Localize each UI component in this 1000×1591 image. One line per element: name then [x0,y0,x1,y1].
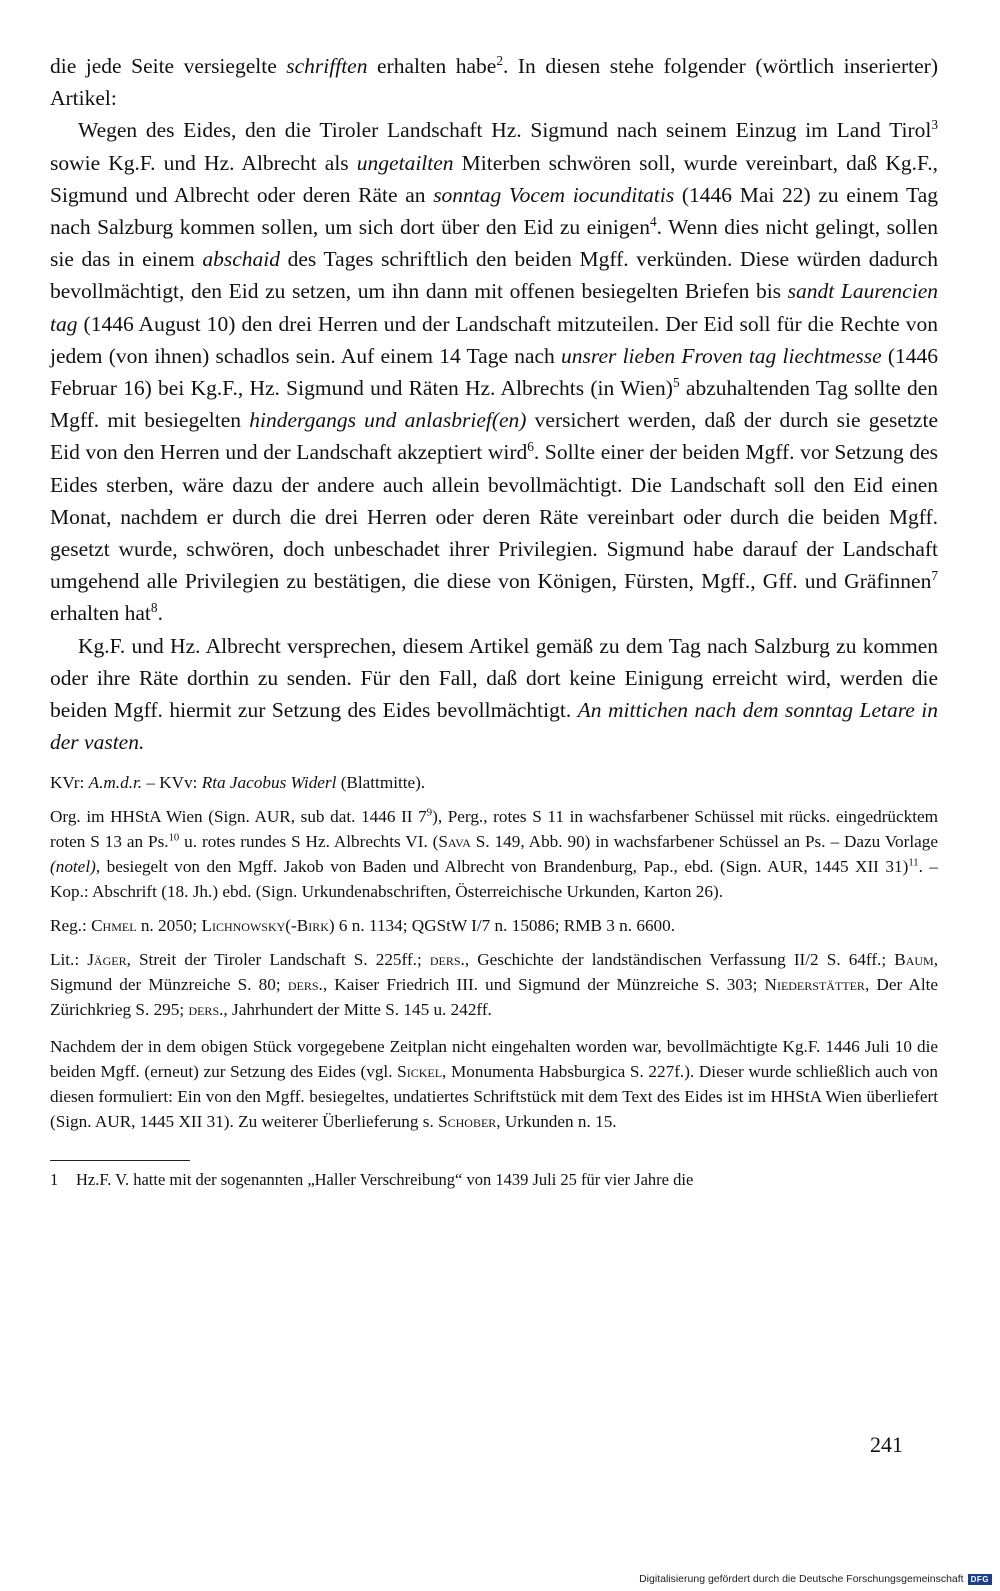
kv-line: KVr: A.m.d.r. – KVv: Rta Jacobus Widerl (Blattmitte). [50,773,426,793]
original-description: Org. im HHStA Wien (Sign. AUR, sub dat. 1446 II $7^9$), Perg., rotes S 11 in wachsfarbener Schüssel mit rücks. eingedrücktem roten S 13 an Ps.$^{10}$ u. rotes rundes S Hz. Albrechts VI. (Sava S. 149, Abb. 90) in wachsfarbener Schüssel an Ps. – Dazu Vorlage (notel), besiegelt von den Mgff. Jakob von Baden und Albrecht von Brandenburg, Pap., ebd. (Sign. AUR, 1445 XII 31)$^{11}$. – Kop.: Abschrift (18. Jh.) ebd. (Sign. Urkundenabschriften, Österreichische Urkunden, Karton 26). [50,807,939,902]
dfg-logo-icon: DFG [968,1574,992,1585]
footnote-ref: 8 [150,600,158,616]
footnote-ref: 3 [931,117,938,133]
footnote-divider [50,1160,190,1161]
main-text [50,50,938,758]
page-number: 241 [870,1432,903,1457]
footnote-ref: 6 [527,439,534,455]
paragraph-2: Wegen des Eides, den die Tiroler Landschaft Hz. Sigmund nach seinem Einzug im Land Tirol$^3$ sowie Kg.F. und Hz. Albrecht als ungetailten Miterben schwören soll, wurde vereinbart, daß Kg.F., Sigmund und Albrecht oder deren Räte an sonntag Vocem iocunditatis (1446 Mai 22) zu einem Tag nach Salzburg kommen sollen, um sich dort über den Eid zu einigen$^4$. Wenn dies nicht gelingt, sollen sie das in einem abschaid des Tages schriftlich den beiden Mgff. verkünden. Diese würden dadurch bevollmächtigt, den Eid zu setzen, um ihn dann mit offenen besiegelten Briefen bis sandt Laurencien tag (1446 August 10) den drei Herren und der Landschaft mitzuteilen. Der Eid soll für die Rechte von jedem (von ihnen) schadlos sein. Auf einem 14 Tage nach unsrer lieben Froven tag liechtmesse (1446 Februar 16) bei Kg.F., Hz. Sigmund und Räten Hz. Albrechts (in Wien)$^5$ abzuhaltenden Tag sollte den Mgff. mit besiegelten hindergangs und anlasbrief(en) versichert werden, daß der durch sie gesetzte Eid von den Herren und der Landschaft akzeptiert wird$^6$. Sollte einer der beiden Mgff. vor Setzung des Eides sterben, wäre dazu der andere auch allein bevollmächtigt. Die Landschaft soll den Eid einen Monat, nachdem er durch die drei Herren oder deren Räte vereinbart oder durch die beiden Mgff. gesetzt wurde, schwören, doch unbeschadet ihrer Privilegien. Sigmund habe darauf der Landschaft umgehend alle Privilegien zu bestätigen, die diese von Königen, Fürsten, Mgff., Gff. und Gräfinnen$^7$ erhalten hat$^8$. [50,117,938,626]
literature-line: Lit.: Jäger, Streit der Tiroler Landschaft S. 225ff.; ders., Geschichte der landständischen Verfassung II/2 S. 64ff.; Baum, Sigmund der Münzreiche S. 80; ders., Kaiser Friedrich III. und Sigmund der Münzreiche S. 303; Niederstätter, Der Alte Zürichkrieg S. 295; ders., Jahrhundert der Mitte S. 145 u. 242ff. [50,950,938,1020]
footnote-ref: 2 [496,52,503,68]
page-content [50,50,938,1191]
footnote-1: 1 Hz.F. V. hatte mit der sogenannten „Haller Verschreibung“ von 1439 Juli 25 für vier Jahre die [50,1170,694,1190]
paragraph-3: Kg.F. und Hz. Albrecht versprechen, diesem Artikel gemäß zu dem Tag nach Salzburg zu kommen oder ihre Räte dorthin zu senden. Für den Fall, daß dort keine Einigung erreicht wird, werden die beiden Mgff. hiermit zur Setzung des Eides bevollmächtigt. An mittichen nach dem sonntag Letare in der vasten. [50,633,938,755]
footnote-ref: 7 [931,568,938,584]
footnote-ref: 10 [168,832,180,844]
paragraph-1: die jede Seite versiegelte schrifften erhalten habe$^2$. In diesen stehe folgender (wörtlich inserierter) Artikel: [50,52,938,111]
footnote-ref: 11 [908,857,919,869]
dfg-credit-text: Digitalisierung gefördert durch die Deutsche Forschungsgemeinschaft [639,1573,964,1585]
dfg-credit [639,1573,992,1585]
footnote-ref: 9 [426,807,433,819]
footnote-ref: 4 [649,213,657,229]
footnote-ref: 5 [672,374,680,390]
critical-apparatus [50,770,938,1134]
regesta-line: Reg.: Chmel n. 2050; Lichnowsky(-Birk) 6 n. 1134; QGStW I/7 n. 15086; RMB 3 n. 6600. [50,916,676,936]
commentary-note: Nachdem der in dem obigen Stück vorgegebene Zeitplan nicht eingehalten worden war, bevollmächtigte Kg.F. 1446 Juli 10 die beiden Mgff. (erneut) zur Setzung des Eides (vgl. Sickel, Monumenta Habsburgica S. 227f.). Dieser wurde schließlich auch von diesen formuliert: Ein von den Mgff. besiegeltes, undatiertes Schriftstück mit dem Text des Eides ist im HHStA Wien überliefert (Sign. AUR, 1445 XII 31). Zu weiterer Überlieferung s. Schober, Urkunden n. 15. [50,1037,938,1132]
